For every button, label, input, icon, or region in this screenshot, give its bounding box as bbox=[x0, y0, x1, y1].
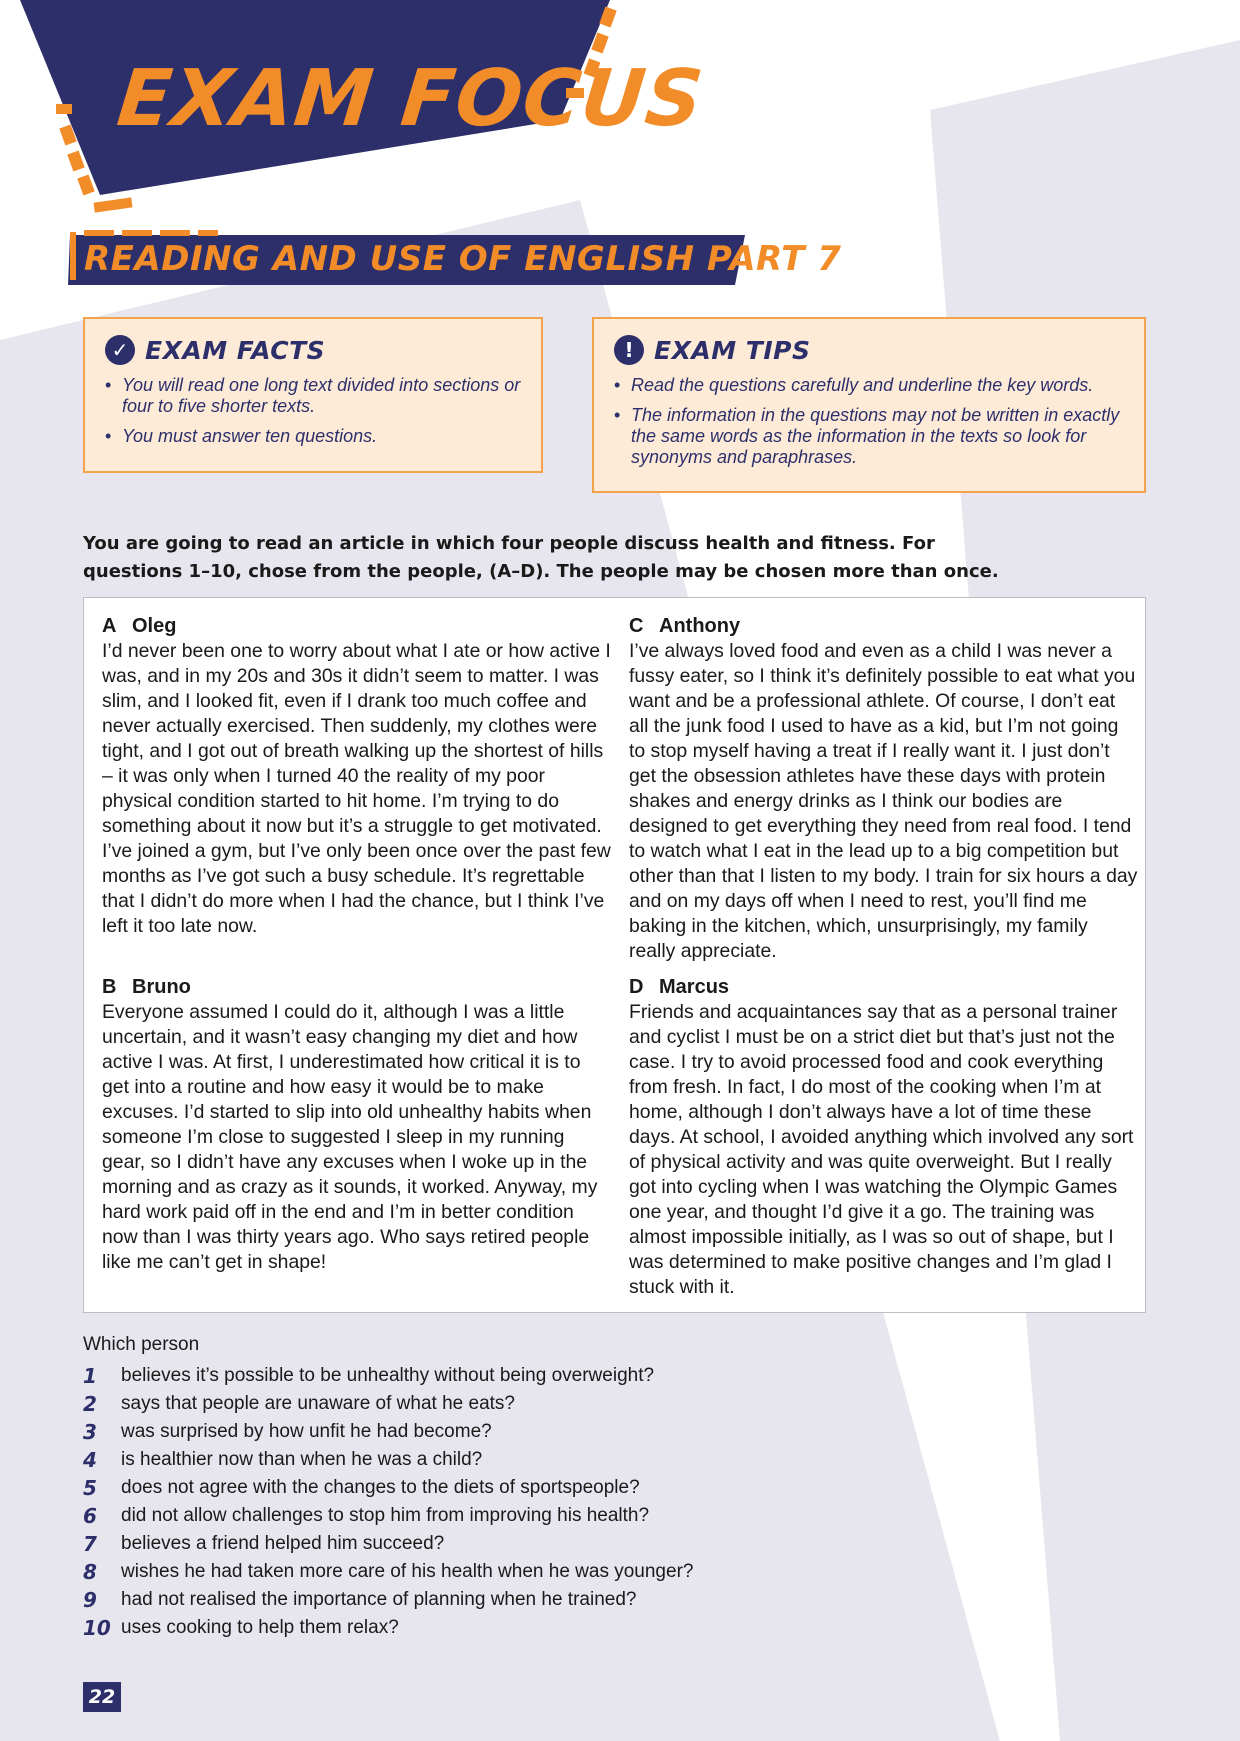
section-text: Friends and acquaintances say that as a personal trainer and cyclist I must be on a strict diet but that’s just not the case. I try to avoid processed food and cook everything from fresh. In fact, I do most of the cooking when I’m at home, although I don’t always have a lot of time these days. At school, I avoided anything which involved any sort of physical activity and was quite overweight. But I really got into cycling when I was watching the Olympic Games one year, and thought I’d give it a go. The training was almost impossible initially, as I was so out of shape, but I was determined to make positive changes and I’m glad I stuck with it. bbox=[629, 1001, 1134, 1298]
exam-facts-header bbox=[105, 335, 521, 365]
question-number: 3 bbox=[83, 1420, 97, 1444]
question-number: 1 bbox=[83, 1364, 97, 1388]
exam-fact-item: • You will read one long text divided into sections or four to five shorter texts. bbox=[105, 375, 521, 417]
questions-intro: Which person bbox=[83, 1334, 200, 1355]
section-letter: D bbox=[629, 976, 644, 998]
question-item bbox=[83, 1446, 693, 1474]
exam-tips-list bbox=[614, 375, 1124, 468]
exam-facts-box bbox=[83, 317, 543, 473]
question-item bbox=[83, 1474, 693, 1502]
part-title: READING AND USE OF ENGLISH PART 7 bbox=[84, 239, 842, 279]
question-item bbox=[83, 1362, 693, 1390]
question-text: is healthier now than when he was a child? bbox=[121, 1449, 483, 1470]
section-heading bbox=[102, 614, 612, 639]
exam-facts-title: EXAM FACTS bbox=[145, 335, 326, 365]
section-text: I’ve always loved food and even as a child I was never a fussy eater, so I think it’s definitely possible to eat what you want and be a professional athlete. Of course, I don’t eat all the junk food I used to have as a kid, but I’m not going to stop myself having a treat if I really want it. I just don’t get the obsession athletes have these days with protein shakes and energy drinks as I think our bodies are designed to get everything they need from real food. I tend to watch what I eat in the lead up to a big competition but other than that I listen to my body. I train for six hours a day and on my days off when I need to rest, you’ll find me baking in the kitchen, which, unsurprisingly, my family really appreciate. bbox=[629, 640, 1138, 962]
exam-tips-header bbox=[614, 335, 1124, 365]
article-section-c bbox=[629, 614, 1139, 964]
exam-facts-list bbox=[105, 375, 521, 447]
page-number: 22 bbox=[83, 1682, 121, 1712]
section-name: Anthony bbox=[659, 615, 741, 637]
section-text: I’d never been one to worry about what I ate or how active I was, and in my 20s and 30s it didn’t seem to matter. I was slim, and I looked fit, even if I drank too much coffee and never actually exercised. Then suddenly, my clothes were tight, and I got out of breath walking up the shortest of hills – it was only when I turned 40 the reality of my poor physical condition started to hit home. I’m trying to do something about it now but it’s a struggle to get motivated. I’ve joined a gym, but I’ve only been once over the past few months as I’ve got such a busy schedule. It’s regrettable that I didn’t do more when I had the chance, but I think I’ve left it too late now. bbox=[102, 640, 611, 937]
task-instructions: You are going to read an article in which four people discuss health and fitness. For questions 1–10, chose from the people, (A–D). The people may be chosen more than once. bbox=[83, 533, 999, 582]
exam-focus-heading: EXAM FOCUS bbox=[113, 54, 708, 144]
exam-tips-box bbox=[592, 317, 1146, 493]
question-item bbox=[83, 1418, 693, 1446]
section-heading bbox=[629, 975, 1139, 1000]
question-text: believes it’s possible to be unhealthy without being overweight? bbox=[121, 1365, 655, 1386]
exam-fact-item: • You must answer ten questions. bbox=[105, 426, 521, 447]
article-section-a bbox=[102, 614, 612, 939]
question-text: was surprised by how unfit he had become? bbox=[121, 1421, 492, 1442]
exam-tip-item: • The information in the questions may not be written in exactly the same words as the information in the texts so look for synonyms and paraphrases. bbox=[614, 405, 1124, 468]
section-name: Bruno bbox=[132, 976, 191, 998]
section-letter: C bbox=[629, 615, 644, 637]
section-name: Oleg bbox=[132, 615, 177, 637]
question-text: does not agree with the changes to the diets of sportspeople? bbox=[121, 1477, 640, 1498]
question-text: says that people are unaware of what he eats? bbox=[121, 1393, 515, 1414]
article-section-b bbox=[102, 975, 612, 1275]
exam-tips-title: EXAM TIPS bbox=[654, 335, 811, 365]
section-letter: B bbox=[102, 976, 117, 998]
article-section-d bbox=[629, 975, 1139, 1300]
question-item bbox=[83, 1558, 693, 1586]
exam-tip-item: • Read the questions carefully and underline the key words. bbox=[614, 375, 1124, 396]
article-box bbox=[83, 597, 1146, 1313]
section-text: Everyone assumed I could do it, although I was a little uncertain, and it wasn’t easy changing my diet and how active I was. At first, I underestimated how critical it is to get into a routine and how easy it would be to make excuses. I’d started to slip into old unhealthy habits when someone I’m close to suggested I sleep in my running gear, so I didn’t have any excuses when I woke up in the morning and as crazy as it sounds, it worked. Anyway, my hard work paid off in the end and I’m in better condition now than I was thirty years ago. Who says retired people like me can’t get in shape! bbox=[102, 1001, 598, 1273]
question-text: wishes he had taken more care of his health when he was younger? bbox=[121, 1561, 694, 1582]
question-number: 9 bbox=[83, 1588, 97, 1612]
question-item bbox=[83, 1614, 693, 1642]
section-heading bbox=[102, 975, 612, 1000]
question-number: 4 bbox=[83, 1448, 97, 1472]
question-item bbox=[83, 1390, 693, 1418]
question-number: 6 bbox=[83, 1504, 97, 1528]
questions-list bbox=[83, 1362, 693, 1642]
exclamation-circle-icon: ! bbox=[614, 335, 644, 365]
question-number: 5 bbox=[83, 1476, 97, 1500]
question-item bbox=[83, 1530, 693, 1558]
question-text: did not allow challenges to stop him from improving his health? bbox=[121, 1505, 650, 1526]
question-text: believes a friend helped him succeed? bbox=[121, 1533, 445, 1554]
check-circle-icon: ✓ bbox=[105, 335, 135, 365]
question-item bbox=[83, 1586, 693, 1614]
section-name: Marcus bbox=[659, 976, 730, 998]
question-number: 2 bbox=[83, 1392, 97, 1416]
question-item bbox=[83, 1502, 693, 1530]
section-letter: A bbox=[102, 615, 117, 637]
question-number: 10 bbox=[83, 1616, 111, 1640]
section-heading bbox=[629, 614, 1139, 639]
question-number: 7 bbox=[83, 1532, 97, 1556]
question-text: had not realised the importance of planning when he trained? bbox=[121, 1589, 637, 1610]
question-number: 8 bbox=[83, 1560, 97, 1584]
question-text: uses cooking to help them relax? bbox=[121, 1617, 399, 1638]
